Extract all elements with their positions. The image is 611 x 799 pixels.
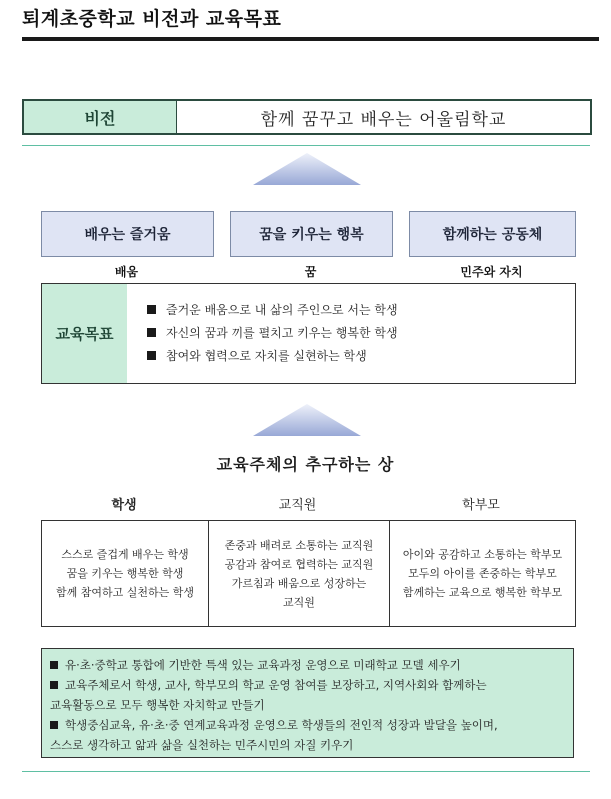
staff-cell: 존중과 배려로 소통하는 교직원 공감과 참여로 협력하는 교직원 가르침과 배움으로 성장하는 교직원 [208, 521, 389, 626]
core-key-learning: 배움 [114, 265, 139, 279]
goal-item: 즐거운 배움으로 내 삶의 주인으로 서는 학생 [147, 298, 575, 321]
core-key-democracy: 민주와 자치 [460, 265, 523, 279]
strategy-item: 학생중심교육, 유·초·중 연계교육과정 운영으로 학생들의 전인적 성장과 발달을 높이며, [50, 715, 565, 735]
vision-box [22, 99, 592, 135]
education-goals-label: 교육목표 [42, 284, 127, 383]
education-goals-box [41, 283, 576, 384]
square-bullet-icon [50, 681, 58, 689]
subjects-title: 교육주체의 추구하는 상 [216, 455, 395, 474]
page-title: 퇴계초중학교 비전과 교육목표 [22, 8, 282, 30]
strategy-item-continued: 교육활동으로 모두 행복한 자치학교 만들기 [50, 698, 265, 712]
goal-item: 자신의 꿈과 끼를 펼치고 키우는 행복한 학생 [147, 321, 575, 344]
column-head-parent: 학부모 [462, 498, 500, 513]
up-arrow-triangle [253, 153, 361, 185]
strategy-item: 교육주체로서 학생, 교사, 학부모의 학교 운영 참여를 보장하고, 지역사회와 함께하는 [50, 675, 565, 695]
up-arrow-triangle [253, 404, 361, 436]
strategy-item-continued: 스스로 생각하고 앎과 삶을 실천하는 민주시민의 자질 키우기 [50, 738, 354, 752]
square-bullet-icon [147, 351, 156, 360]
vision-text: 함께 꿈꾸고 배우는 어울림학교 [260, 109, 507, 130]
column-head-student: 학생 [111, 498, 137, 513]
bottom-divider-line [22, 771, 590, 772]
title-underline [22, 37, 599, 41]
vision-label: 비전 [24, 101, 177, 133]
square-bullet-icon [50, 661, 58, 669]
parent-cell: 아이와 공감하고 소통하는 학부모 모두의 아이를 존중하는 학부모 함께하는 교육으로 행복한 학부모 [389, 521, 575, 626]
subjects-grid [41, 520, 576, 627]
square-bullet-icon [50, 721, 58, 729]
strategy-box [41, 648, 574, 758]
goal-item: 참여와 협력으로 자치를 실현하는 학생 [147, 344, 575, 367]
core-key-dream: 꿈 [304, 265, 317, 279]
core-value-dream: 꿈을 키우는 행복 [230, 211, 393, 257]
square-bullet-icon [147, 328, 156, 337]
core-value-community: 함께하는 공동체 [409, 211, 576, 257]
strategy-item: 유·초·중학교 통합에 기반한 특색 있는 교육과정 운영으로 미래학교 모델 세우기 [50, 655, 565, 675]
core-value-learning: 배우는 즐거움 [41, 211, 214, 257]
student-cell: 스스로 즐겁게 배우는 학생 꿈을 키우는 행복한 학생 함께 참여하고 실천하는 학생 [55, 548, 194, 599]
education-goals-list [127, 284, 575, 383]
divider-line [22, 145, 590, 146]
square-bullet-icon [147, 305, 156, 314]
column-head-staff: 교직원 [278, 498, 317, 513]
